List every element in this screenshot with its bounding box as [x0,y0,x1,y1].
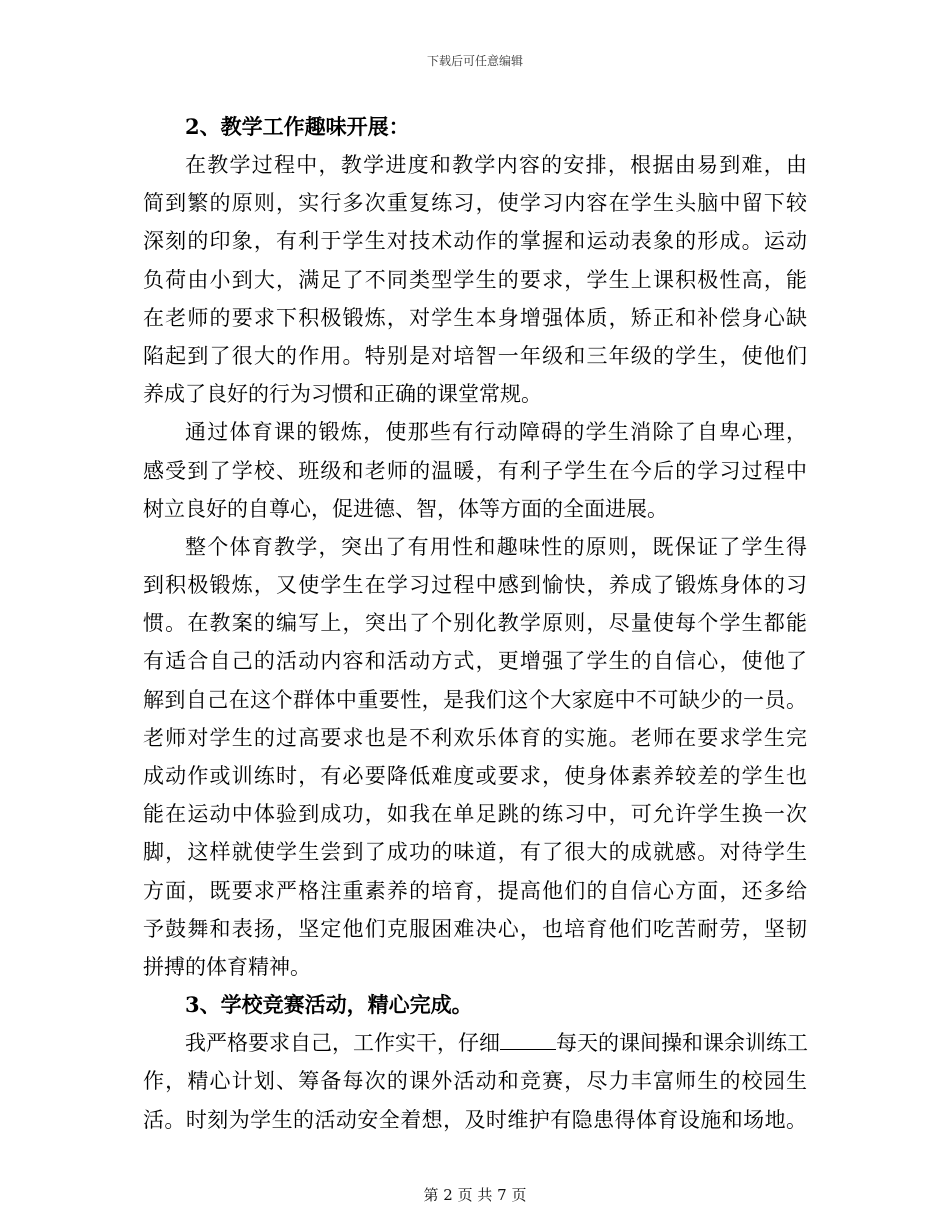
text-line: 解到自己在这个群体中重要性，是我们这个大家庭中不可缺少的一员。 [143,687,807,712]
text-line: 予鼓舞和表扬，坚定他们克服困难决心，也培育他们吃苦耐劳，坚韧 [143,916,807,941]
page-header-note: 下载后可任意编辑 [426,54,523,68]
text-line: 惯。在教案的编写上，突出了个别化教学原则，尽量使每个学生都能 [143,611,807,636]
text-line: 方面，既要求严格注重素养的培育，提高他们的自信心方面，还多给 [143,878,807,903]
text-line: 能在运动中体验到成功，如我在单足跳的练习中，可允许学生换一次 [143,802,807,827]
section-3-paragraph-1 [143,1024,807,1139]
section-2-paragraph-3 [143,528,807,986]
section-3-heading: 3、学校竞赛活动，精心完成。 [185,992,473,1018]
section-2-heading: 2、教学工作趣味开展： [185,114,410,139]
text-line: 老师对学生的过高要求也是不利欢乐体育的实施。老师在要求学生完 [143,725,807,750]
text-line [143,1024,807,1062]
text-line: 整个体育教学，突出了有用性和趣味性的原则，既保证了学生得 [185,534,807,559]
text-line: 成动作或训练时，有必要降低难度或要求，使身体素养较差的学生也 [143,764,807,788]
section-2-paragraph-1 [143,146,807,413]
page-number: 第 2 页 共 7 页 [423,1186,527,1204]
text-line: 拼搏的体育精神。 [143,954,311,979]
text-line: 陷起到了很大的作用。特别是对培智一年级和三年级的学生，使他们 [143,343,807,368]
text-line: 活。时刻为学生的活动安全着想，及时维护有隐患得体育设施和场地。 [143,1107,807,1132]
text-line: 树立良好的自尊心，促进德、智，体等方面的全面进展。 [143,496,668,521]
text-line: 通过体育课的锻炼，使那些有行动障碍的学生消除了自卑心理， [185,420,807,445]
text-line: 脚，这样就使学生尝到了成功的味道，有了很大的成就感。对待学生 [143,840,807,865]
text-line: 养成了良好的行为习惯和正确的课堂常规。 [143,382,542,407]
text-segment: 每天的课间操和课余训练工 [556,1031,808,1056]
text-line: 负荷由小到大，满足了不同类型学生的要求，学生上课积极性高，能 [143,267,807,292]
text-line: 有适合自己的活动内容和活动方式，更增强了学生的自信心，使他了 [143,649,807,674]
text-line: 作，精心计划、筹备每次的课外活动和竞赛，尽力丰富师生的校园生 [143,1069,807,1094]
text-line: 深刻的印象，有利于学生对技术动作的掌握和运动表象的形成。运动 [143,229,807,254]
text-line: 简到繁的原则，实行多次重复练习，使学习内容在学生头脑中留下较 [143,191,807,216]
fill-in-blank [500,1031,556,1050]
text-line: 在老师的要求下积极锻炼，对学生本身增强体质，矫正和补偿身心缺 [143,305,807,330]
text-line: 感受到了学校、班级和老师的温暖，有利子学生在今后的学习过程中 [143,458,807,483]
text-line: 到积极锻炼，又使学生在学习过程中感到愉快，养成了锻炼身体的习 [143,573,807,598]
text-segment: 我严格要求自己，工作实干，仔细 [185,1031,500,1056]
text-line: 在教学过程中，教学进度和教学内容的安排，根据由易到难，由 [185,153,807,177]
section-2-paragraph-2 [143,413,807,528]
document-body [143,108,807,1139]
